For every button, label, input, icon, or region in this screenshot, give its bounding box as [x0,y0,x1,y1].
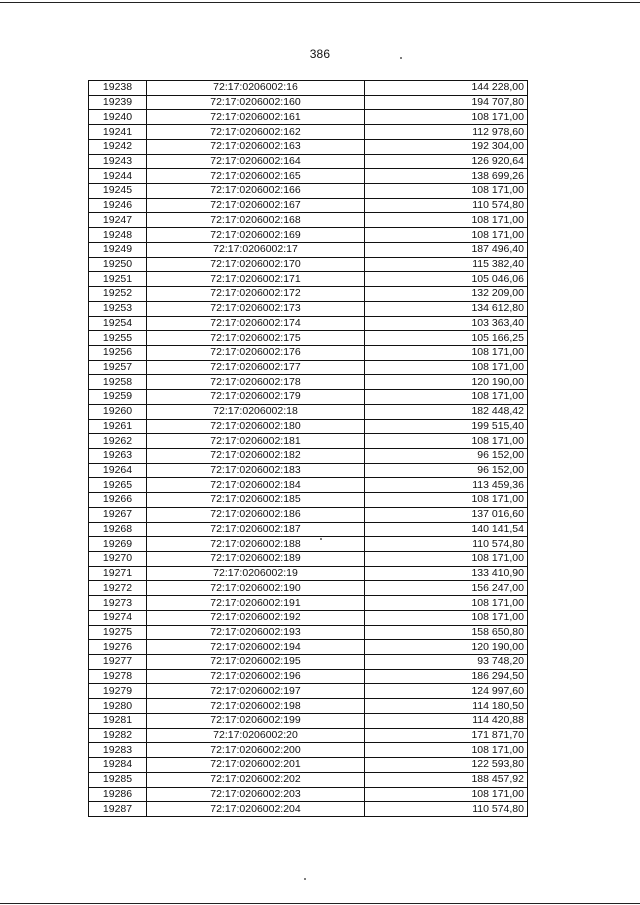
cadastral-number-cell: 72:17:0206002:179 [147,390,365,405]
cadastral-value-cell: 108 171,00 [365,493,528,508]
table-row [89,316,528,331]
cadastral-value-cell: 182 448,42 [365,404,528,419]
table-row [89,345,528,360]
row-number-cell: 19267 [89,507,147,522]
cadastral-value-cell: 199 515,40 [365,419,528,434]
cadastral-value-cell: 112 978,60 [365,125,528,140]
row-number-cell: 19276 [89,640,147,655]
table-row [89,596,528,611]
table-body [89,81,528,817]
cadastral-value-cell: 132 209,00 [365,287,528,302]
cadastral-number-cell: 72:17:0206002:161 [147,110,365,125]
row-number-cell: 19260 [89,404,147,419]
table-row [89,463,528,478]
row-number-cell: 19265 [89,478,147,493]
table-row [89,184,528,199]
cadastral-number-cell: 72:17:0206002:164 [147,154,365,169]
cadastral-number-cell: 72:17:0206002:19 [147,566,365,581]
cadastral-value-cell: 124 997,60 [365,684,528,699]
cadastral-value-cell: 108 171,00 [365,743,528,758]
row-number-cell: 19282 [89,728,147,743]
row-number-cell: 19239 [89,95,147,110]
table-row [89,228,528,243]
table-row [89,81,528,96]
table-row [89,110,528,125]
scan-speck [320,538,322,540]
row-number-cell: 19277 [89,655,147,670]
cadastral-number-cell: 72:17:0206002:192 [147,610,365,625]
row-number-cell: 19268 [89,522,147,537]
row-number-cell: 19278 [89,669,147,684]
table-row [89,434,528,449]
row-number-cell: 19238 [89,81,147,96]
table-row [89,802,528,817]
cadastral-number-cell: 72:17:0206002:170 [147,257,365,272]
table-row [89,95,528,110]
row-number-cell: 19259 [89,390,147,405]
table-row [89,301,528,316]
table-row [89,699,528,714]
cadastral-number-cell: 72:17:0206002:198 [147,699,365,714]
cadastral-number-cell: 72:17:0206002:195 [147,655,365,670]
row-number-cell: 19274 [89,610,147,625]
table-row [89,640,528,655]
cadastral-number-cell: 72:17:0206002:196 [147,669,365,684]
cadastral-number-cell: 72:17:0206002:183 [147,463,365,478]
cadastral-value-cell: 108 171,00 [365,552,528,567]
table-row [89,537,528,552]
row-number-cell: 19280 [89,699,147,714]
cadastral-value-cell: 114 180,50 [365,699,528,714]
cadastral-number-cell: 72:17:0206002:184 [147,478,365,493]
row-number-cell: 19269 [89,537,147,552]
table-row [89,272,528,287]
table-row [89,655,528,670]
table-row [89,552,528,567]
cadastral-value-cell: 186 294,50 [365,669,528,684]
table-row [89,507,528,522]
cadastral-value-cell: 115 382,40 [365,257,528,272]
cadastral-value-cell: 108 171,00 [365,787,528,802]
cadastral-number-cell: 72:17:0206002:172 [147,287,365,302]
scan-speck [304,878,306,880]
cadastral-value-cell: 103 363,40 [365,316,528,331]
page-number: 386 [309,47,331,61]
table-row [89,625,528,640]
cadastral-value-cell: 108 171,00 [365,184,528,199]
table-row [89,493,528,508]
row-number-cell: 19272 [89,581,147,596]
table-row [89,198,528,213]
cadastral-value-cell: 158 650,80 [365,625,528,640]
cadastral-value-cell: 105 166,25 [365,331,528,346]
cadastral-number-cell: 72:17:0206002:185 [147,493,365,508]
row-number-cell: 19263 [89,448,147,463]
row-number-cell: 19256 [89,345,147,360]
table-row [89,448,528,463]
table-row [89,728,528,743]
row-number-cell: 19253 [89,301,147,316]
row-number-cell: 19285 [89,772,147,787]
table-row [89,610,528,625]
table-row [89,478,528,493]
cadastral-value-table [88,80,528,817]
cadastral-value-cell: 120 190,00 [365,375,528,390]
cadastral-value-cell: 110 574,80 [365,537,528,552]
cadastral-number-cell: 72:17:0206002:181 [147,434,365,449]
cadastral-number-cell: 72:17:0206002:16 [147,81,365,96]
cadastral-number-cell: 72:17:0206002:200 [147,743,365,758]
row-number-cell: 19279 [89,684,147,699]
cadastral-number-cell: 72:17:0206002:187 [147,522,365,537]
cadastral-value-cell: 105 046,06 [365,272,528,287]
cadastral-number-cell: 72:17:0206002:168 [147,213,365,228]
table-row [89,139,528,154]
row-number-cell: 19257 [89,360,147,375]
row-number-cell: 19273 [89,596,147,611]
cadastral-value-cell: 192 304,00 [365,139,528,154]
row-number-cell: 19240 [89,110,147,125]
cadastral-value-cell: 144 228,00 [365,81,528,96]
row-number-cell: 19281 [89,713,147,728]
cadastral-number-cell: 72:17:0206002:197 [147,684,365,699]
table-row [89,581,528,596]
cadastral-value-cell: 138 699,26 [365,169,528,184]
cadastral-value-cell: 194 707,80 [365,95,528,110]
cadastral-number-cell: 72:17:0206002:171 [147,272,365,287]
cadastral-value-cell: 140 141,54 [365,522,528,537]
row-number-cell: 19286 [89,787,147,802]
cadastral-value-cell: 108 171,00 [365,228,528,243]
row-number-cell: 19261 [89,419,147,434]
row-number-cell: 19262 [89,434,147,449]
cadastral-number-cell: 72:17:0206002:166 [147,184,365,199]
cadastral-number-cell: 72:17:0206002:199 [147,713,365,728]
cadastral-number-cell: 72:17:0206002:162 [147,125,365,140]
cadastral-value-cell: 156 247,00 [365,581,528,596]
table-row [89,713,528,728]
table-row [89,257,528,272]
cadastral-value-cell: 108 171,00 [365,345,528,360]
row-number-cell: 19250 [89,257,147,272]
cadastral-value-cell: 108 171,00 [365,213,528,228]
cadastral-number-cell: 72:17:0206002:204 [147,802,365,817]
cadastral-number-cell: 72:17:0206002:160 [147,95,365,110]
table-row [89,125,528,140]
cadastral-value-cell: 133 410,90 [365,566,528,581]
table-row [89,154,528,169]
table-row [89,404,528,419]
cadastral-number-cell: 72:17:0206002:178 [147,375,365,390]
cadastral-number-cell: 72:17:0206002:20 [147,728,365,743]
cadastral-number-cell: 72:17:0206002:203 [147,787,365,802]
scan-speck [400,57,402,59]
cadastral-number-cell: 72:17:0206002:180 [147,419,365,434]
cadastral-value-cell: 114 420,88 [365,713,528,728]
cadastral-value-cell: 188 457,92 [365,772,528,787]
table-row [89,331,528,346]
row-number-cell: 19244 [89,169,147,184]
cadastral-value-cell: 137 016,60 [365,507,528,522]
row-number-cell: 19255 [89,331,147,346]
cadastral-number-cell: 72:17:0206002:169 [147,228,365,243]
table-row [89,669,528,684]
cadastral-value-cell: 122 593,80 [365,758,528,773]
cadastral-value-cell: 108 171,00 [365,434,528,449]
row-number-cell: 19249 [89,242,147,257]
row-number-cell: 19283 [89,743,147,758]
cadastral-number-cell: 72:17:0206002:193 [147,625,365,640]
cadastral-value-cell: 93 748,20 [365,655,528,670]
row-number-cell: 19284 [89,758,147,773]
table-row [89,360,528,375]
cadastral-number-cell: 72:17:0206002:176 [147,345,365,360]
table-row [89,566,528,581]
cadastral-number-cell: 72:17:0206002:163 [147,139,365,154]
cadastral-value-cell: 108 171,00 [365,390,528,405]
cadastral-number-cell: 72:17:0206002:201 [147,758,365,773]
cadastral-value-cell: 171 871,70 [365,728,528,743]
table-row [89,213,528,228]
cadastral-number-cell: 72:17:0206002:186 [147,507,365,522]
row-number-cell: 19264 [89,463,147,478]
row-number-cell: 19271 [89,566,147,581]
cadastral-value-cell: 108 171,00 [365,360,528,375]
cadastral-value-cell: 96 152,00 [365,463,528,478]
table-row [89,522,528,537]
row-number-cell: 19266 [89,493,147,508]
cadastral-number-cell: 72:17:0206002:188 [147,537,365,552]
cadastral-number-cell: 72:17:0206002:165 [147,169,365,184]
cadastral-value-cell: 108 171,00 [365,610,528,625]
cadastral-value-cell: 108 171,00 [365,596,528,611]
cadastral-number-cell: 72:17:0206002:175 [147,331,365,346]
table-row [89,743,528,758]
row-number-cell: 19258 [89,375,147,390]
row-number-cell: 19252 [89,287,147,302]
table-row [89,772,528,787]
row-number-cell: 19245 [89,184,147,199]
cadastral-value-cell: 134 612,80 [365,301,528,316]
row-number-cell: 19287 [89,802,147,817]
cadastral-number-cell: 72:17:0206002:167 [147,198,365,213]
row-number-cell: 19242 [89,139,147,154]
cadastral-value-cell: 110 574,80 [365,198,528,213]
cadastral-number-cell: 72:17:0206002:173 [147,301,365,316]
page-top-border [0,2,640,3]
cadastral-value-cell: 187 496,40 [365,242,528,257]
cadastral-number-cell: 72:17:0206002:194 [147,640,365,655]
row-number-cell: 19246 [89,198,147,213]
cadastral-number-cell: 72:17:0206002:17 [147,242,365,257]
row-number-cell: 19270 [89,552,147,567]
row-number-cell: 19251 [89,272,147,287]
table-row [89,287,528,302]
table-row [89,419,528,434]
cadastral-number-cell: 72:17:0206002:174 [147,316,365,331]
page-bottom-border [0,903,640,904]
table-row [89,787,528,802]
table-row [89,390,528,405]
cadastral-number-cell: 72:17:0206002:190 [147,581,365,596]
table-row [89,242,528,257]
cadastral-number-cell: 72:17:0206002:177 [147,360,365,375]
cadastral-value-cell: 108 171,00 [365,110,528,125]
cadastral-value-cell: 113 459,36 [365,478,528,493]
cadastral-value-cell: 126 920,64 [365,154,528,169]
cadastral-number-cell: 72:17:0206002:189 [147,552,365,567]
cadastral-number-cell: 72:17:0206002:191 [147,596,365,611]
table-row [89,375,528,390]
table-row [89,684,528,699]
row-number-cell: 19241 [89,125,147,140]
row-number-cell: 19243 [89,154,147,169]
cadastral-value-cell: 120 190,00 [365,640,528,655]
table-row [89,758,528,773]
cadastral-number-cell: 72:17:0206002:182 [147,448,365,463]
cadastral-number-cell: 72:17:0206002:202 [147,772,365,787]
row-number-cell: 19275 [89,625,147,640]
table-row [89,169,528,184]
cadastral-value-cell: 96 152,00 [365,448,528,463]
cadastral-number-cell: 72:17:0206002:18 [147,404,365,419]
row-number-cell: 19254 [89,316,147,331]
row-number-cell: 19247 [89,213,147,228]
cadastral-value-cell: 110 574,80 [365,802,528,817]
row-number-cell: 19248 [89,228,147,243]
